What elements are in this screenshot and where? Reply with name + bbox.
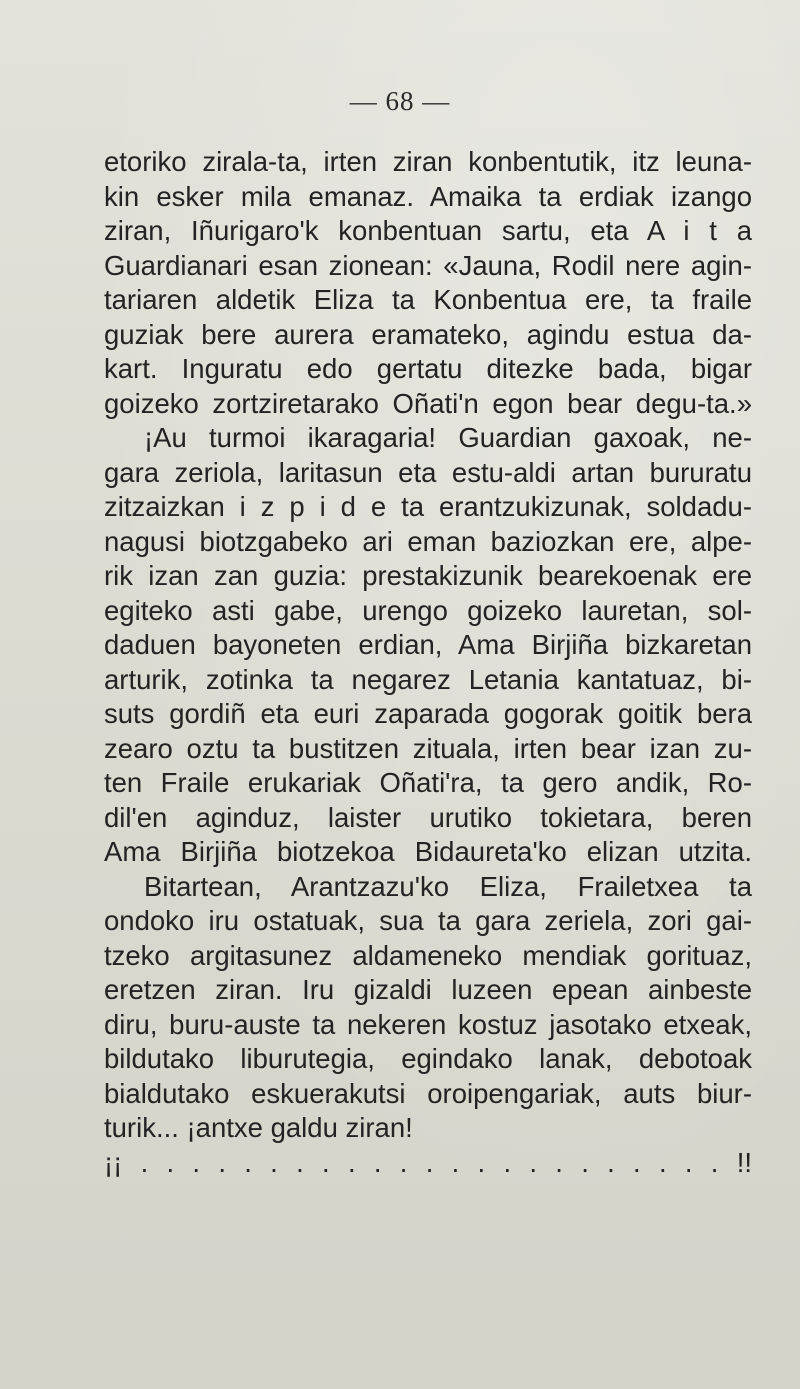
text-line: eretzen ziran. Iru gizaldi luzeen epean ainbeste xyxy=(104,974,752,1005)
text-line: bildutako liburutegia, egindako lanak, debotoak xyxy=(104,1043,752,1074)
text-line: tzeko argitasunez aldameneko mendiak gorituaz, xyxy=(104,939,752,971)
page-number: — 68 — xyxy=(349,86,451,116)
text-line: suts gordiñ eta euri zaparada gogorak goitik bera xyxy=(104,698,752,729)
text-line: Ama Birjiña biotzekoa Bidaureta'ko elizan utzita. xyxy=(104,836,752,867)
text-line: ondoko iru ostatuak, sua ta gara zeriela, zori gai- xyxy=(104,905,752,936)
text-line: Bitartean, Arantzazu'ko Eliza, Frailetxea ta xyxy=(144,870,752,902)
text-line: arturik, zotinka ta negarez Letania kantatuaz, bi- xyxy=(104,663,752,695)
text-line: turik... ¡antxe galdu ziran! xyxy=(104,1112,413,1143)
text-line: zearo oztu ta bustitzen zituala, irten bear izan zu- xyxy=(104,732,752,764)
text-line: dil'en aginduz, laister urutiko tokietara, beren xyxy=(104,801,752,833)
text-line: tariaren aldetik Eliza ta Konbentua ere, ta fraile xyxy=(104,284,752,315)
text-line: diru, buru-auste ta nekeren kostuz jasotako etxeak, xyxy=(104,1008,752,1040)
text-line: Guardianari esan zionean: «Jauna, Rodil nere agin- xyxy=(104,249,752,281)
text-line: ziran, Iñurigaro'k konbentuan sartu, eta A i t a xyxy=(104,215,752,246)
text-line: zitzaizkan i z p i d e ta erantzukizunak, soldadu- xyxy=(104,491,752,522)
text-line: kart. Inguratu edo gertatu ditezke bada, bigar xyxy=(104,353,752,384)
text-line: kin esker mila emanaz. Amaika ta erdiak izango xyxy=(104,180,752,212)
text-line: etoriko zirala-ta, irten ziran konbentutik, itz leuna- xyxy=(104,146,752,177)
body-text xyxy=(104,145,752,1180)
text-line: daduen bayoneten erdian, Ama Birjiña bizkaretan xyxy=(104,629,752,660)
text-line: ten Fraile erukariak Oñati'ra, ta gero andik, Ro- xyxy=(104,767,752,798)
ellipsis-line: ¡¡ . . . . . . . . . . . . . . . . . . . . . . . !! xyxy=(104,1146,752,1178)
text-line: rik izan zan guzia: prestakizunik bearekoenak ere xyxy=(104,560,752,591)
text-line: ¡Au turmoi ikaragaria! Guardian gaxoak, ne- xyxy=(144,422,752,453)
text-line: nagusi biotzgabeko ari eman baziozkan ere, alpe- xyxy=(104,525,752,557)
text-line: goizeko zortziretarako Oñati'n egon bear degu-ta.» xyxy=(104,387,752,419)
text-line: guziak bere aurera eramateko, agindu estua da- xyxy=(104,318,752,350)
text-line: gara zeriola, laritasun eta estu-aldi artan bururatu xyxy=(104,456,752,488)
text-line: egiteko asti gabe, urengo goizeko lauretan, sol- xyxy=(104,594,752,626)
text-line: bialdutako eskuerakutsi oroipengariak, auts biur- xyxy=(104,1077,752,1109)
